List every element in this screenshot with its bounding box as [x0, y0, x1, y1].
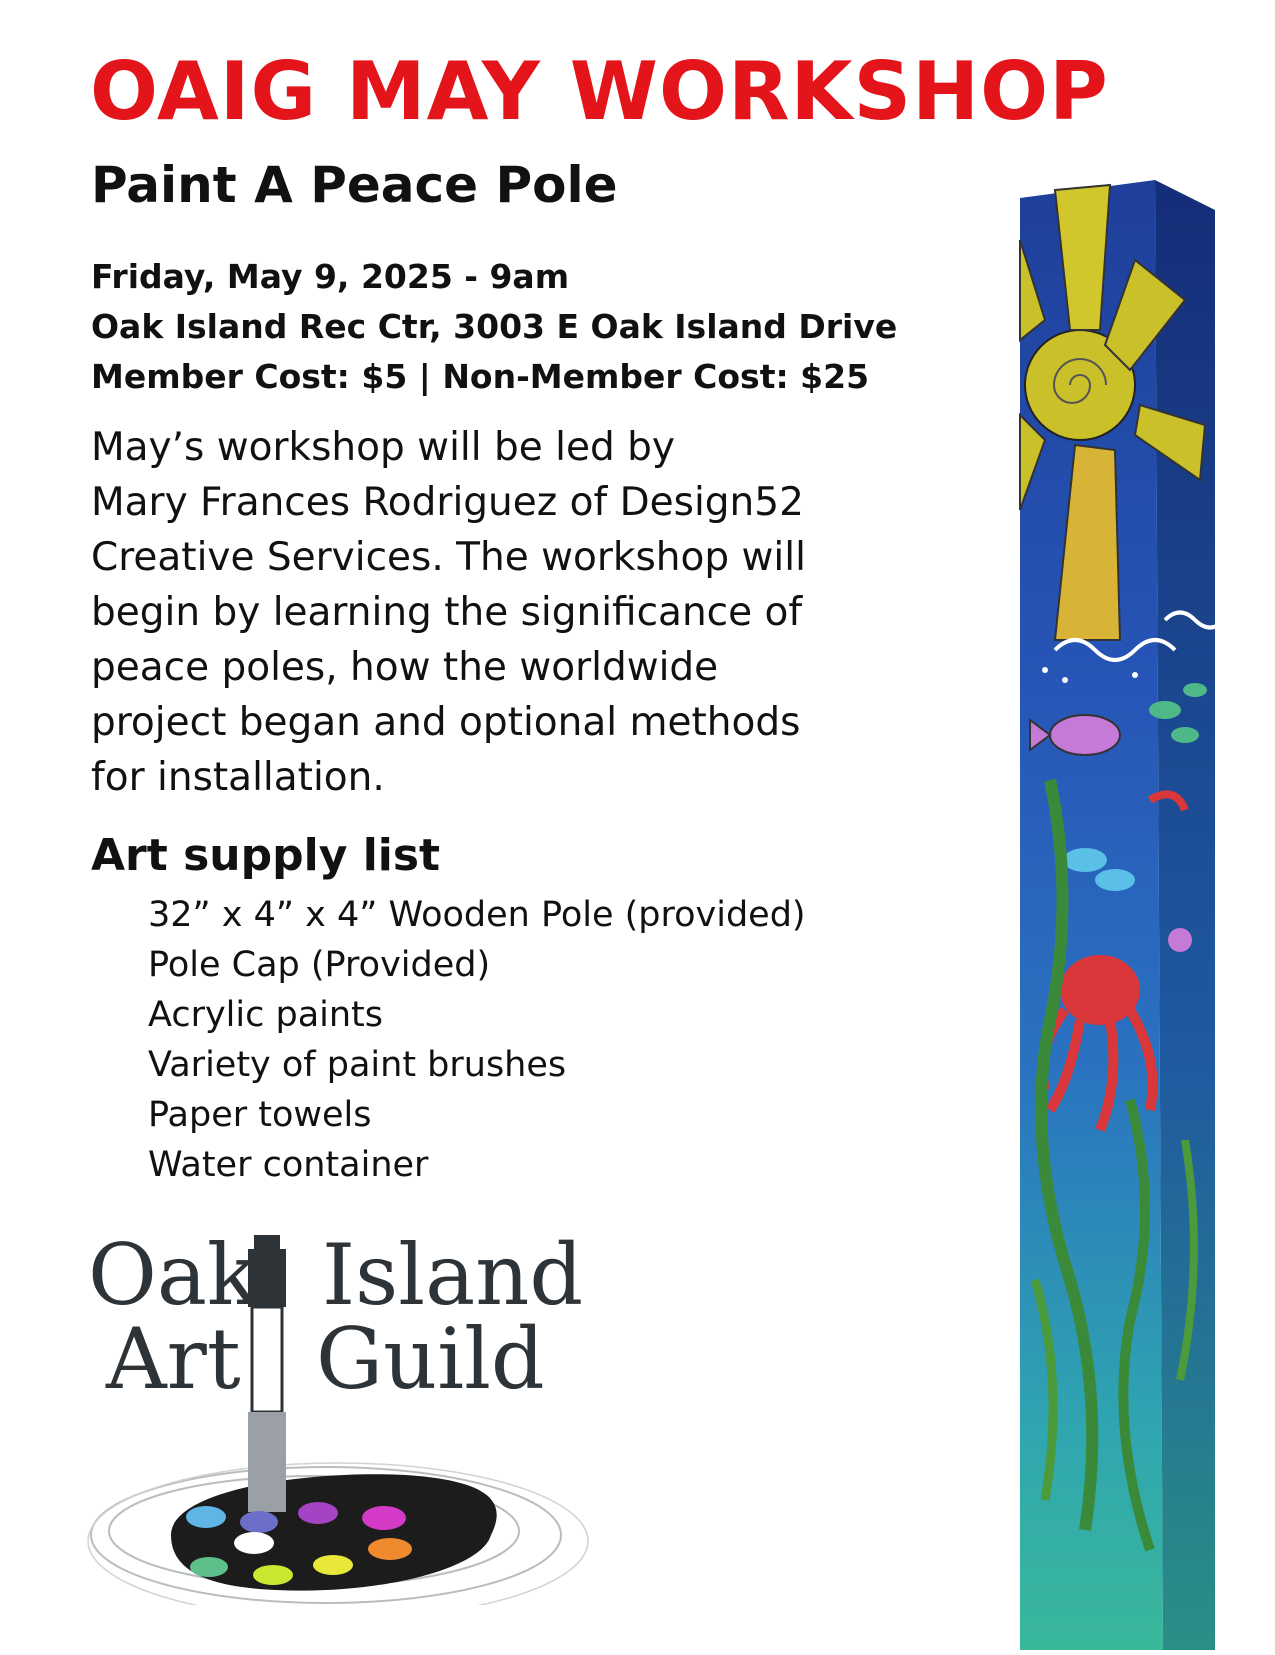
- logo-word-oak: Oak: [88, 1226, 258, 1324]
- event-date: Friday, May 9, 2025 - 9am: [91, 257, 570, 296]
- description-line: Mary Frances Rodriguez of Design52: [91, 480, 804, 525]
- logo-word-guild: Guild: [316, 1310, 545, 1408]
- description-line: May’s workshop will be led by: [91, 425, 675, 470]
- supply-item: Paper towels: [148, 1095, 372, 1135]
- peace-pole-image: [1015, 180, 1230, 1650]
- page-title: OAIG MAY WORKSHOP: [90, 45, 1109, 138]
- supply-item: Water container: [148, 1145, 429, 1185]
- logo-word-art: Art: [106, 1310, 241, 1408]
- event-cost: Member Cost: $5 | Non-Member Cost: $25: [91, 357, 870, 396]
- workshop-description: [91, 420, 951, 805]
- event-details: [91, 252, 897, 402]
- description-line: peace poles, how the worldwide: [91, 645, 719, 690]
- description-line: Creative Services. The workshop will: [91, 535, 806, 580]
- description-line: project began and optional methods: [91, 700, 801, 745]
- guild-logo: [76, 1226, 596, 1605]
- description-line: begin by learning the significance of: [91, 590, 803, 635]
- supply-list: [148, 890, 806, 1190]
- supply-item: Acrylic paints: [148, 995, 384, 1035]
- supply-item: Variety of paint brushes: [148, 1045, 567, 1085]
- logo-word-island: Island: [322, 1226, 584, 1324]
- supply-list-heading: Art supply list: [91, 830, 441, 881]
- page-subtitle: Paint A Peace Pole: [91, 156, 618, 214]
- event-location: Oak Island Rec Ctr, 3003 E Oak Island Drive: [91, 307, 898, 346]
- description-line: for installation.: [91, 755, 385, 800]
- supply-item: 32” x 4” x 4” Wooden Pole (provided): [148, 895, 806, 935]
- supply-item: Pole Cap (Provided): [148, 945, 491, 985]
